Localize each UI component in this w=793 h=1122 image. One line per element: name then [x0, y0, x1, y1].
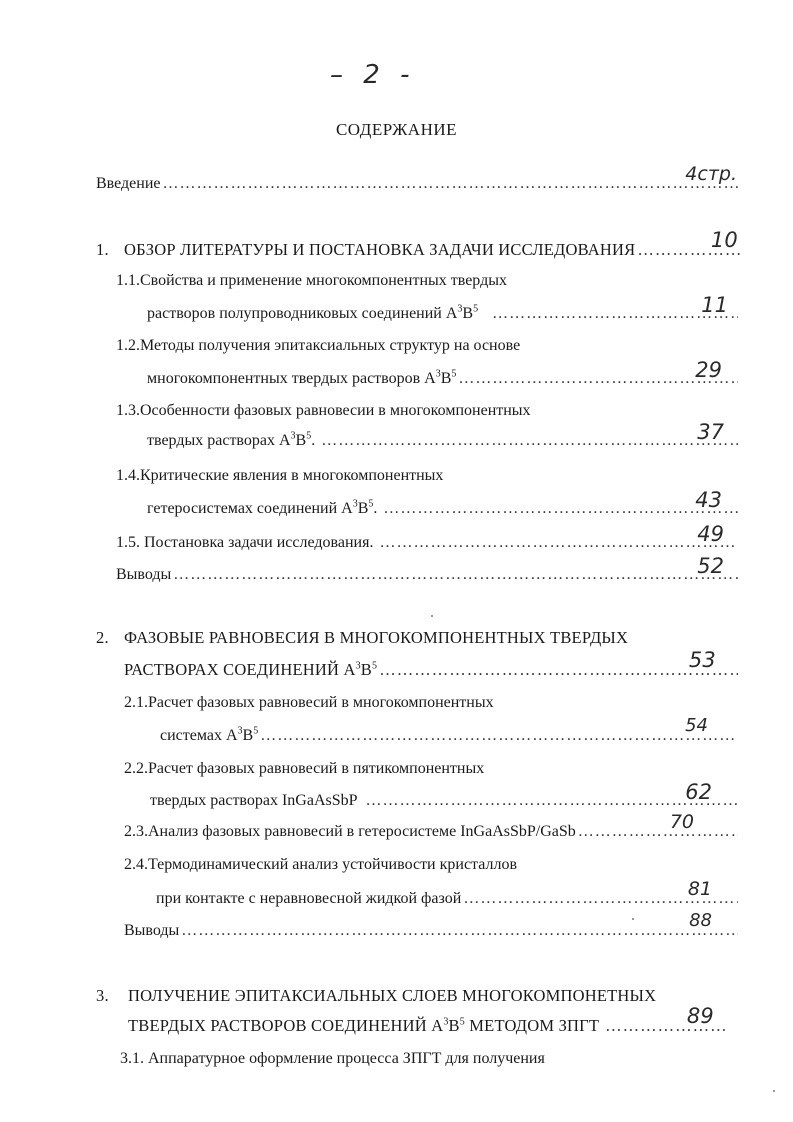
- toc-page-number: 54: [685, 715, 708, 736]
- toc-section-2-2-line1: 2.2.Расчет фазовых равновесий в пятикомпонентных: [124, 760, 485, 777]
- toc-page-number: 62: [685, 780, 712, 804]
- chapter-title: ФАЗОВЫЕ РАВНОВЕСИЯ В МНОГОКОМПОНЕНТНЫХ ТВЕРДЫХ: [124, 628, 629, 647]
- toc-entry-intro[interactable]: [96, 163, 739, 199]
- toc-section-1-5[interactable]: [116, 522, 738, 558]
- leader-dots: [366, 792, 738, 810]
- toc-page-number: 37: [697, 420, 724, 444]
- leader-dots: [379, 660, 738, 680]
- toc-section-1-4[interactable]: [147, 488, 738, 524]
- toc-section-1-1[interactable]: [147, 293, 738, 329]
- toc-entry-label: при контакте с неравновесной жидкой фазой: [156, 890, 462, 907]
- toc-entry-label: твердых растворах InGaAsSbP: [150, 792, 358, 809]
- toc-entry-label: 1.5. Постановка задачи исследования.: [116, 534, 374, 551]
- toc-page-number: 53: [688, 648, 716, 672]
- chapter-title: ОБЗОР ЛИТЕРАТУРЫ И ПОСТАНОВКА ЗАДАЧИ ИССЛЕДОВАНИЯ: [124, 240, 636, 259]
- scan-speck: [632, 918, 634, 920]
- toc-section-2-2[interactable]: [150, 780, 738, 816]
- toc-chapter-3[interactable]: [128, 1004, 728, 1040]
- toc-chapter-2-title-line1: [96, 628, 628, 648]
- toc-page-number: 29: [695, 358, 722, 382]
- toc-section-2-1-line1: 2.1.Расчет фазовых равновесий в многокомпонентных: [124, 694, 494, 711]
- toc-section-3-1-line1: 3.1. Аппаратурное оформление процесса ЗПГТ для получения: [120, 1050, 545, 1067]
- toc-chapter-1[interactable]: [96, 228, 742, 264]
- leader-dots: [379, 534, 738, 552]
- toc-section-1-2[interactable]: [147, 358, 738, 394]
- leader-dots: [260, 727, 738, 745]
- page-title: СОДЕРЖАНИЕ: [335, 120, 458, 139]
- toc-page-number: 43: [695, 488, 722, 512]
- toc-page-number: 52: [697, 554, 724, 578]
- leader-dots: [321, 432, 738, 450]
- toc-section-1-4-line1: 1.4.Критические явления в многокомпонентных: [116, 467, 444, 484]
- toc-page-number: 49: [697, 522, 724, 546]
- toc-entry-label: твердых растворах $A^3B^5$.: [147, 430, 316, 449]
- toc-section-2-3[interactable]: [124, 811, 738, 847]
- scan-speck: [431, 615, 433, 617]
- toc-entry-label: Выводы: [124, 922, 180, 939]
- toc-section-1-3[interactable]: [147, 420, 738, 456]
- toc-section-2-4[interactable]: [156, 878, 738, 914]
- toc-page-number: 70: [669, 811, 694, 833]
- scan-speck: [773, 1090, 775, 1092]
- toc-section-1-3-line1: 1.3.Особенности фазовых равновесии в многокомпонентных: [116, 402, 531, 419]
- chapter-title-cont: ТВЕРДЫХ РАСТВОРОВ СОЕДИНЕНИЙ $A^3B^5$ МЕТОДОМ ЗПГТ: [128, 1016, 600, 1035]
- chapter-number: 2.: [96, 628, 109, 647]
- toc-conclusions-1[interactable]: [116, 554, 738, 590]
- toc-chapter-2[interactable]: [124, 648, 738, 684]
- leader-dots: [181, 922, 738, 940]
- toc-page-number: 88: [689, 910, 712, 931]
- toc-section-1-1-line1: 1.1.Свойства и применение многокомпонентных твердых: [116, 272, 507, 289]
- toc-section-2-1[interactable]: [160, 715, 738, 751]
- toc-page-number: 4стр.: [685, 163, 737, 185]
- page-number: – 2 -: [330, 60, 416, 90]
- chapter-number: 3.: [96, 986, 109, 1005]
- leader-dots: [173, 566, 738, 584]
- toc-entry-label: гетеросистемах соединений $A^3B^5$.: [147, 498, 378, 517]
- toc-section-2-4-line1: 2.4.Термодинамический анализ устойчивости кристаллов: [124, 856, 518, 873]
- chapter-title-cont: РАСТВОРАХ СОЕДИНЕНИЙ $A^3B^5$: [124, 660, 378, 679]
- toc-entry-label: Выводы: [116, 566, 172, 583]
- toc-page-number: 89: [686, 1004, 714, 1028]
- leader-dots: [578, 823, 738, 841]
- leader-dots: [383, 500, 738, 518]
- chapter-number: 1.: [96, 240, 109, 259]
- toc-entry-label: системах $A^3B^5$: [160, 725, 259, 744]
- toc-chapter-3-title-line1: [96, 986, 656, 1006]
- toc-entry-label: Введение: [96, 175, 161, 192]
- chapter-title: ПОЛУЧЕНИЕ ЭПИТАКСИАЛЬНЫХ СЛОЕВ МНОГОКОМПОНЕТНЫХ: [128, 986, 657, 1005]
- toc-page-number: 81: [687, 878, 712, 900]
- leader-dots: [163, 175, 740, 193]
- toc-entry-label: 2.3.Анализ фазовых равновесий в гетеросистеме InGaAsSbP/GaSb: [124, 823, 576, 840]
- toc-section-1-2-line1: 1.2.Методы получения эпитаксиальных структур на основе: [116, 337, 521, 354]
- toc-page-number: 10: [710, 228, 738, 252]
- toc-entry-label: многокомпонентных твердых растворов $A^3B^5$: [147, 368, 457, 387]
- toc-page-number: 11: [701, 293, 728, 317]
- toc-conclusions-2[interactable]: [124, 910, 738, 946]
- toc-entry-label: растворов полупроводниковых соединений $A^3B^5$: [147, 303, 479, 322]
